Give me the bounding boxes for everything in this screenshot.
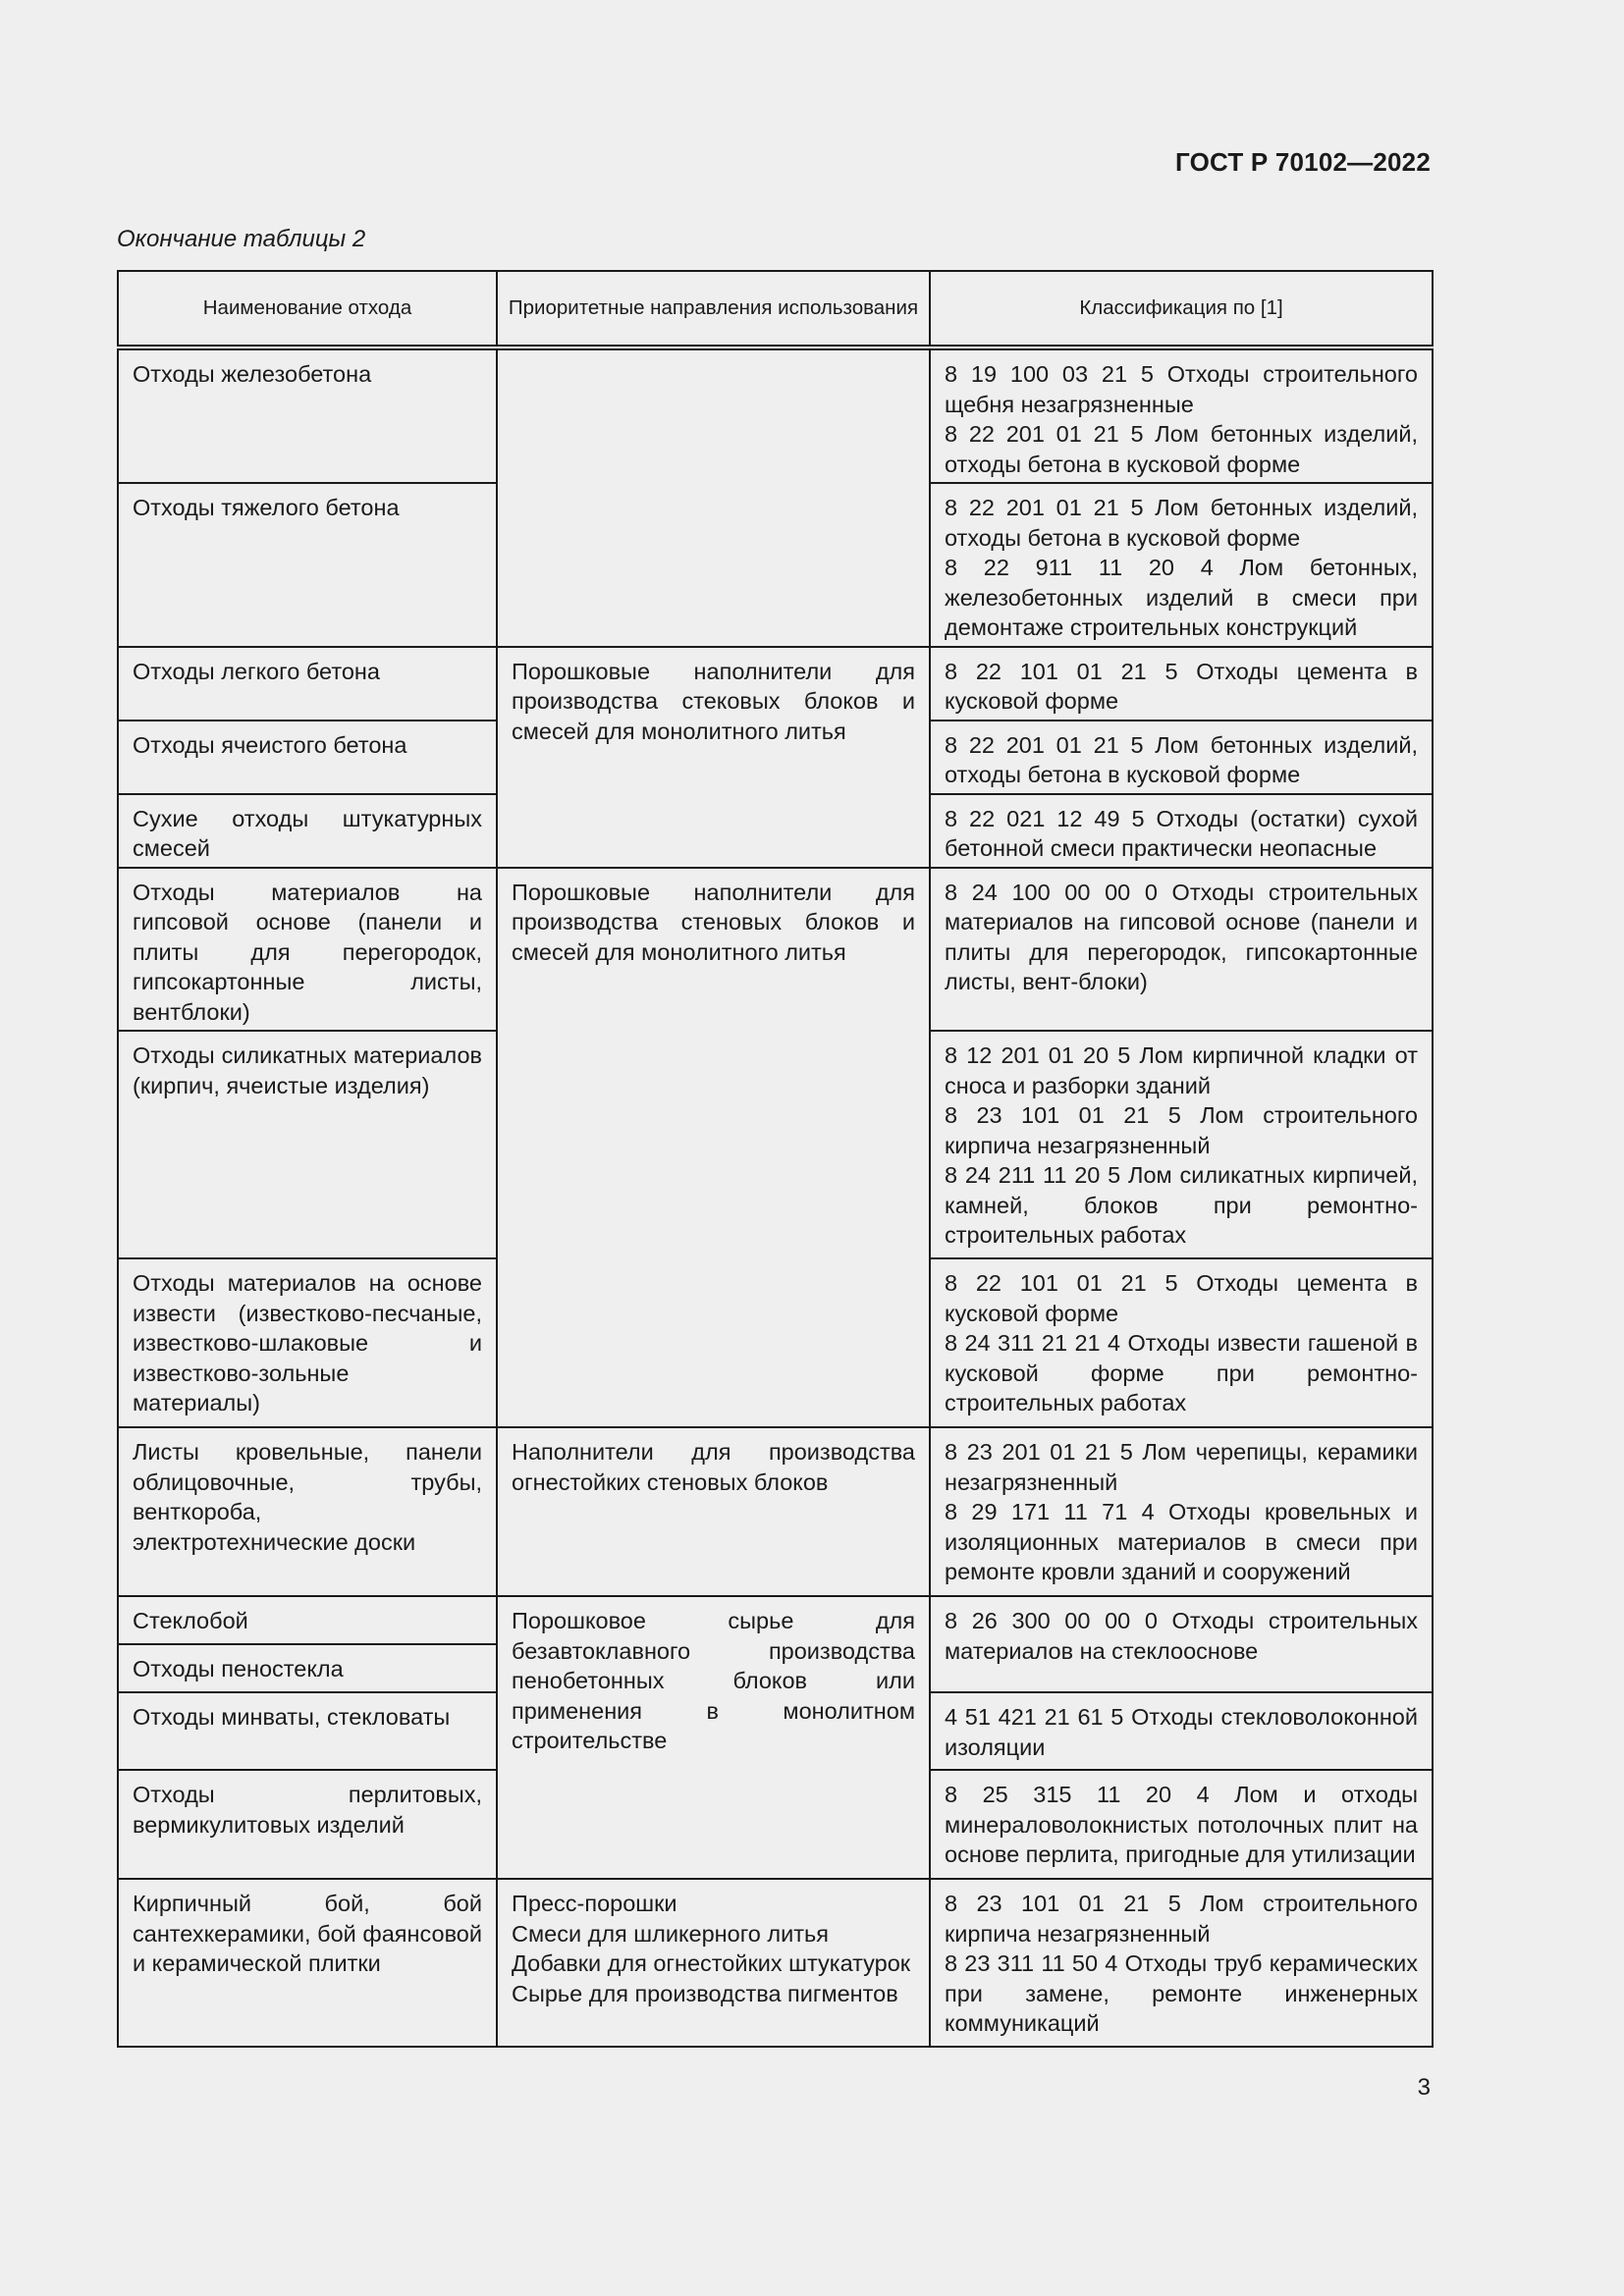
- waste-name-cell: Отходы легкого бетона: [118, 647, 497, 721]
- classification-entry: 8 22 201 01 21 5 Лом бетонных изделий, отходы бетона в кусковой форме: [945, 731, 1418, 787]
- classification-entry: 8 23 101 01 21 5 Лом строительного кирпича незагрязненный: [945, 1891, 1418, 1947]
- usage-cell: [497, 347, 930, 647]
- usage-entry: Смеси для шликерного литья: [512, 1920, 829, 1947]
- classification-entry: 4 51 421 21 61 5 Отходы стекловолоконной изоляции: [945, 1704, 1418, 1760]
- usage-entry: Добавки для огнестойких штукатурок: [512, 1950, 911, 1976]
- waste-name-cell: Кирпичный бой, бой сантехкерамики, бой фаянсовой и керамической плитки: [118, 1879, 497, 2047]
- classification-entry: 8 29 171 11 71 4 Отходы кровельных и изоляционных материалов в смеси при ремонте кровли зданий и сооружений: [945, 1499, 1418, 1584]
- waste-name-cell: Отходы материалов на основе извести (известково-песчаные, известково-шлаковые и известково-зольные материалы): [118, 1258, 497, 1427]
- usage-entry: Пресс-порошки: [512, 1891, 677, 1916]
- column-header-usage: Приоритетные направления использования: [497, 271, 930, 347]
- classification-entry: 8 12 201 01 20 5 Лом кирпичной кладки от сноса и разборки зданий: [945, 1042, 1418, 1098]
- usage-entry: Сырье для производства пигментов: [512, 1980, 898, 2006]
- waste-name-cell: Отходы минваты, стекловаты: [118, 1692, 497, 1770]
- waste-name-cell: Отходы силикатных материалов (кирпич, ячеистые изделия): [118, 1031, 497, 1258]
- classification-entry: 8 23 101 01 21 5 Лом строительного кирпича незагрязненный: [945, 1102, 1418, 1158]
- column-header-waste-name: Наименование отхода: [118, 271, 497, 347]
- classification-entry: 8 22 201 01 21 5 Лом бетонных изделий, отходы бетона в кусковой форме: [945, 495, 1418, 551]
- page-number: 3: [1417, 2074, 1431, 2101]
- usage-cell: Порошковые наполнители для производства стековых блоков и смесей для монолитного литья: [497, 647, 930, 868]
- classification-entry: 8 22 101 01 21 5 Отходы цемента в кусковой форме: [945, 1270, 1418, 1326]
- classification-cell: [930, 1427, 1433, 1596]
- waste-name-cell: Отходы ячеистого бетона: [118, 721, 497, 794]
- waste-name-cell: Стеклобой: [118, 1596, 497, 1644]
- column-header-classification: Классификация по [1]: [930, 271, 1433, 347]
- table-row: [118, 1879, 1433, 2047]
- waste-name-cell: Сухие отходы штукатурных смесей: [118, 794, 497, 868]
- classification-entry: 8 24 100 00 00 0 Отходы строительных материалов на гипсовой основе (панели и плиты для перегородок, гипсокартонные листы, вент-блоки): [945, 879, 1418, 994]
- classification-entry: 8 22 201 01 21 5 Лом бетонных изделий, отходы бетона в кусковой форме: [945, 421, 1418, 477]
- waste-name-cell: Отходы перлитовых, вермикулитовых изделий: [118, 1770, 497, 1879]
- usage-cell: [497, 1879, 930, 2047]
- table-row: [118, 647, 1433, 721]
- waste-name-cell: Отходы железобетона: [118, 347, 497, 483]
- table-caption: Окончание таблицы 2: [117, 226, 366, 252]
- classification-cell: [930, 647, 1433, 721]
- classification-cell: [930, 794, 1433, 868]
- classification-cell: [930, 1596, 1433, 1692]
- classification-cell: [930, 721, 1433, 794]
- classification-entry: 8 24 311 21 21 4 Отходы извести гашеной в кусковой форме при ремонтно-строительных работах: [945, 1330, 1418, 1415]
- waste-name-cell: Отходы тяжелого бетона: [118, 483, 497, 647]
- table-row: [118, 868, 1433, 1032]
- classification-entry: 8 22 021 12 49 5 Отходы (остатки) сухой бетонной смеси практически неопасные: [945, 805, 1418, 861]
- usage-cell: Порошковое сырье для безавтоклавного производства пенобетонных блоков или применения в монолитном строительстве: [497, 1596, 930, 1879]
- table-header-row: [118, 271, 1433, 347]
- usage-cell: Наполнители для производства огнестойких стеновых блоков: [497, 1427, 930, 1596]
- classification-cell: [930, 1879, 1433, 2047]
- waste-name-cell: Отходы пеностекла: [118, 1644, 497, 1692]
- classification-entry: 8 23 201 01 21 5 Лом черепицы, керамики незагрязненный: [945, 1439, 1418, 1495]
- document-code: ГОСТ Р 70102—2022: [1175, 147, 1431, 177]
- waste-classification-table: [117, 270, 1434, 2048]
- classification-entry: 8 26 300 00 00 0 Отходы строительных материалов на стеклооснове: [945, 1608, 1418, 1664]
- classification-entry: 8 22 911 11 20 4 Лом бетонных, железобетонных изделий в смеси при демонтаже строительных конструкций: [945, 555, 1418, 640]
- classification-cell: [930, 868, 1433, 1032]
- classification-entry: 8 22 101 01 21 5 Отходы цемента в кусковой форме: [945, 658, 1418, 714]
- classification-entry: 8 23 311 11 50 4 Отходы труб керамических при замене, ремонте инженерных коммуникаций: [945, 1950, 1418, 2036]
- classification-cell: [930, 347, 1433, 483]
- classification-cell: [930, 1031, 1433, 1258]
- table-row: [118, 1596, 1433, 1644]
- table-row: [118, 1427, 1433, 1596]
- classification-cell: [930, 1770, 1433, 1879]
- waste-name-cell: Листы кровельные, панели облицовочные, трубы, венткороба, электротехнические доски: [118, 1427, 497, 1596]
- classification-entry: 8 25 315 11 20 4 Лом и отходы минераловолокнистых потолочных плит на основе перлита, пригодные для утилизации: [945, 1782, 1418, 1867]
- classification-cell: [930, 1258, 1433, 1427]
- classification-entry: 8 19 100 03 21 5 Отходы строительного щебня незагрязненные: [945, 361, 1418, 417]
- usage-cell: Порошковые наполнители для производства стеновых блоков и смесей для монолитного литья: [497, 868, 930, 1428]
- classification-entry: 8 24 211 11 20 5 Лом силикатных кирпичей, камней, блоков при ремонтно-строительных работах: [945, 1162, 1418, 1248]
- classification-cell: [930, 1692, 1433, 1770]
- waste-name-cell: Отходы материалов на гипсовой основе (панели и плиты для перегородок, гипсокартонные листы, вентблоки): [118, 868, 497, 1032]
- classification-cell: [930, 483, 1433, 647]
- table-row: [118, 347, 1433, 483]
